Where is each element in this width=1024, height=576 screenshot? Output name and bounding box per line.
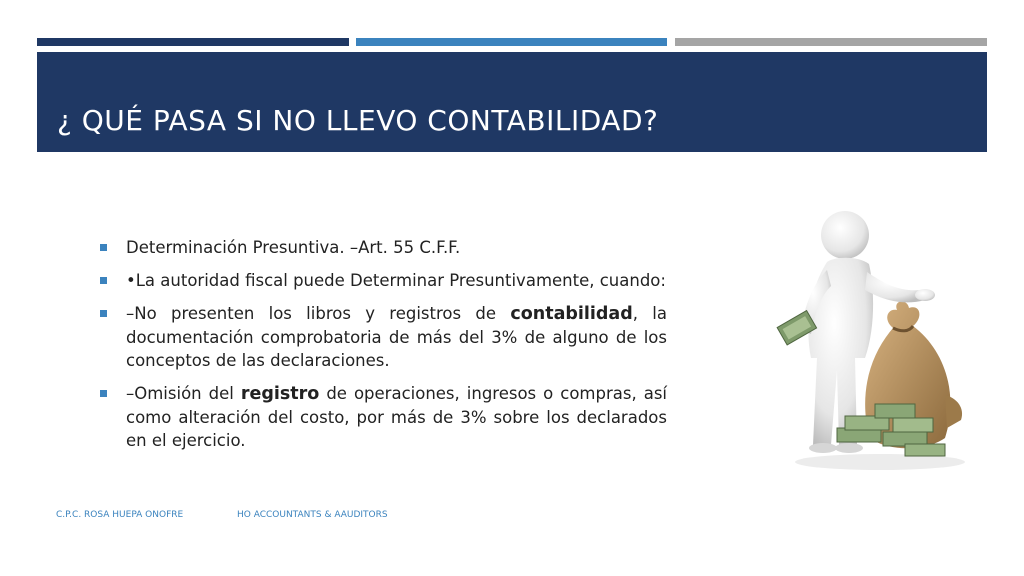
accent-bar-navy xyxy=(37,38,349,46)
square-bullet-icon xyxy=(100,390,107,397)
footer-author: C.P.C. ROSA HUEPA ONOFRE xyxy=(56,510,184,520)
list-item-text: •La autoridad fiscal puede Determinar Presuntivamente, cuando: xyxy=(126,271,666,290)
slide-title: ¿ QUÉ PASA SI NO LLEVO CONTABILIDAD? xyxy=(57,104,659,137)
list-item xyxy=(100,236,667,259)
square-bullet-icon xyxy=(100,310,107,317)
accent-bar-gray xyxy=(675,38,987,46)
bold-term-contabilidad: contabilidad xyxy=(510,304,633,324)
list-item xyxy=(100,382,667,452)
list-item xyxy=(100,269,667,292)
accent-bar-blue xyxy=(356,38,667,46)
text-segment: –Omisión del xyxy=(126,384,241,403)
footer-company: HO ACCOUNTANTS & AAUDITORS xyxy=(237,510,388,520)
list-item xyxy=(100,302,667,372)
text-segment: –No presenten los libros y registros de xyxy=(126,304,511,323)
text-segment: , la documentación comprobatoria de más del 3% de alguno de los conceptos de las declaraciones. xyxy=(126,304,668,370)
list-item-text xyxy=(126,302,667,372)
list-item-text xyxy=(126,382,667,452)
square-bullet-icon xyxy=(100,277,107,284)
square-bullet-icon xyxy=(100,244,107,251)
person-with-money-bag-icon xyxy=(775,180,975,480)
title-banner xyxy=(37,52,987,152)
text-segment: de operaciones, ingresos o compras, así como alteración del costo, por más de 3% sobre los declarados en el ejercicio. xyxy=(126,384,668,450)
list-item-text: Determinación Presuntiva. –Art. 55 C.F.F. xyxy=(126,238,461,257)
bold-term-registro: registro xyxy=(240,384,320,404)
bullet-list xyxy=(100,236,667,462)
